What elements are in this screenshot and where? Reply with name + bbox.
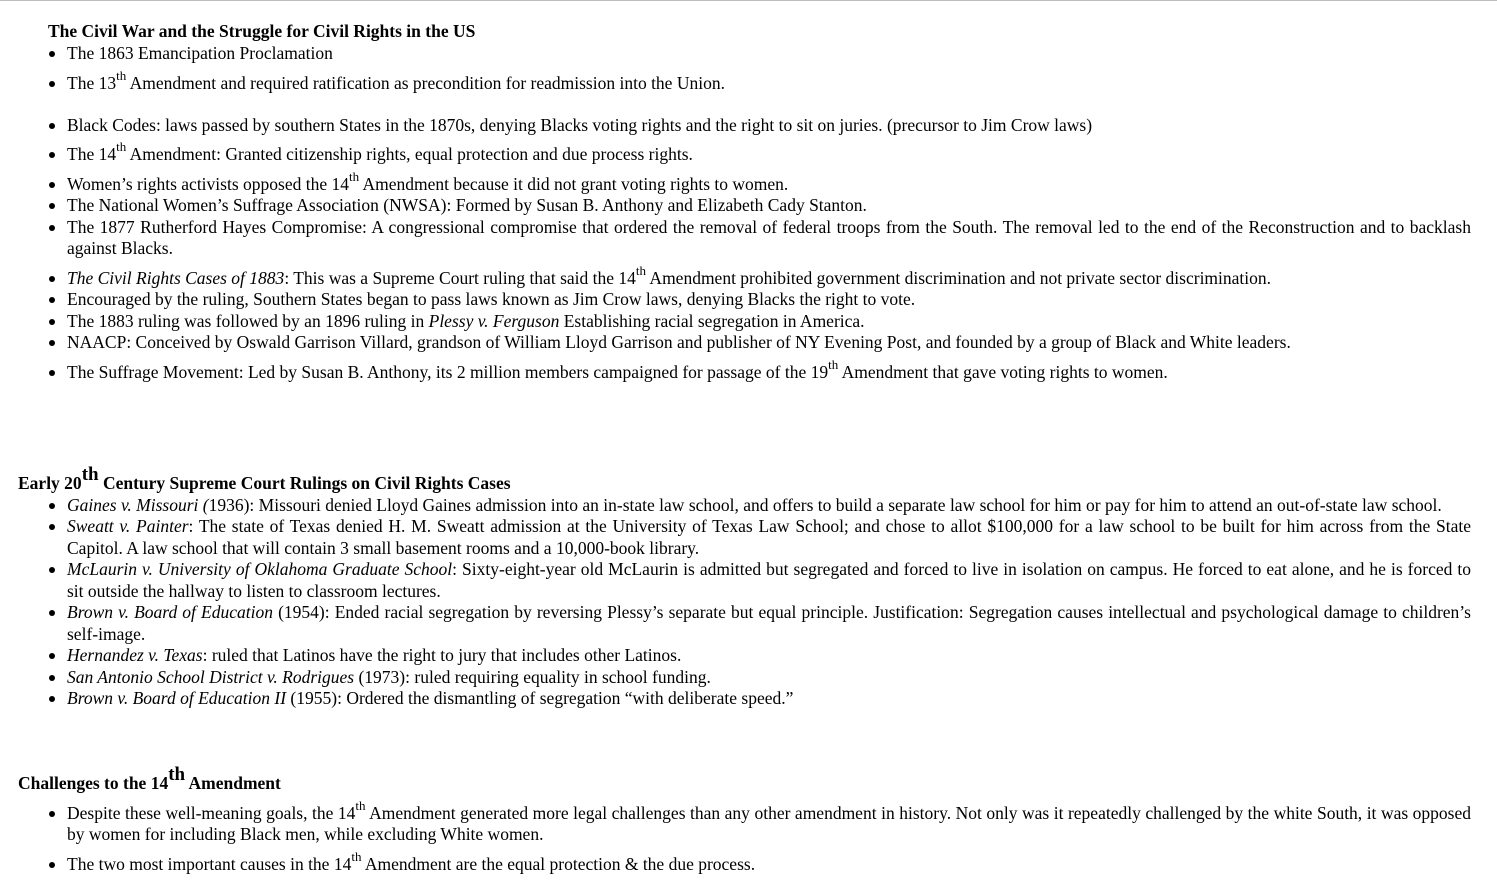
list-item: Women’s rights activists opposed the 14th Amendment because it did not grant voting rights to women. — [0, 174, 1497, 196]
list-item: The 1877 Rutherford Hayes Compromise: A congressional compromise that ordered the removal of federal troops from the South. The removal led to the end of the Reconstruction and to backlash against Blacks. — [0, 217, 1497, 260]
bullet-list — [0, 797, 1497, 876]
list-item: Despite these well-meaning goals, the 14th Amendment generated more legal challenges than any other amendment in history. Not only was it repeatedly challenged by the white South, it was opposed by women for including Black men, while excluding White women. — [0, 803, 1497, 846]
list-item: Black Codes: laws passed by southern States in the 1870s, denying Blacks voting rights and the right to sit on juries. (precursor to Jim Crow laws) — [0, 115, 1497, 137]
list-item: Hernandez v. Texas: ruled that Latinos have the right to jury that includes other Latinos. — [0, 645, 1497, 667]
list-item: Brown v. Board of Education II (1955): Ordered the dismantling of segregation “with deliberate speed.” — [0, 688, 1497, 710]
list-item: The National Women’s Suffrage Association (NWSA): Formed by Susan B. Anthony and Elizabeth Cady Stanton. — [0, 195, 1497, 217]
list-item: Sweatt v. Painter: The state of Texas denied H. M. Sweatt admission at the University of Texas Law School; and chose to allot $100,000 for a law school to be built for him across from the State Capitol. A law school that will contain 3 small basement rooms and a 10,000-book library. — [0, 516, 1497, 559]
list-item: The Civil Rights Cases of 1883: This was a Supreme Court ruling that said the 14th Amendment prohibited government discrimination and not private sector discrimination. — [0, 268, 1497, 290]
list-item: The Suffrage Movement: Led by Susan B. Anthony, its 2 million members campaigned for passage of the 19th Amendment that gave voting rights to women. — [0, 362, 1497, 384]
section-challenges — [0, 764, 1497, 875]
list-item: Brown v. Board of Education (1954): Ended racial segregation by reversing Plessy’s separate but equal principle. Justification: Segregation causes intellectual and psychological damage to children’s self-image. — [0, 602, 1497, 645]
list-item: The 1883 ruling was followed by an 1896 ruling in Plessy v. Ferguson Establishing racial segregation in America. — [0, 311, 1497, 333]
top-divider — [0, 0, 1497, 1]
section-title: The Civil War and the Struggle for Civil Rights in the US — [48, 21, 476, 41]
bullet-list — [0, 43, 1497, 384]
list-item: The 1863 Emancipation Proclamation — [0, 43, 1497, 65]
list-item: McLaurin v. University of Oklahoma Graduate School: Sixty-eight-year old McLaurin is admitted but segregated and forced to live in isolation on campus. He forced to eat alone, and he is forced to sit outside the hallway to listen to classroom lectures. — [0, 559, 1497, 602]
list-item: San Antonio School District v. Rodrigues (1973): ruled requiring equality in school funding. — [0, 667, 1497, 689]
list-item: NAACP: Conceived by Oswald Garrison Villard, grandson of William Lloyd Garrison and publisher of NY Evening Post, and founded by a group of Black and White leaders. — [0, 332, 1497, 354]
section-title: Early 20th Century Supreme Court Rulings on Civil Rights Cases — [18, 464, 511, 493]
list-item: Gaines v. Missouri (1936): Missouri denied Lloyd Gaines admission into an in-state law school, and offers to build a separate law school for him or pay for him to attend an out-of-state law school. — [0, 495, 1497, 517]
section-title: Challenges to the 14th Amendment — [18, 764, 281, 793]
list-item: The 14th Amendment: Granted citizenship rights, equal protection and due process rights. — [0, 144, 1497, 166]
section-supreme-court-rulings — [0, 464, 1497, 710]
bullet-list — [0, 495, 1497, 710]
list-item: Encouraged by the ruling, Southern States began to pass laws known as Jim Crow laws, denying Blacks the right to vote. — [0, 289, 1497, 311]
list-item: The 13th Amendment and required ratification as precondition for readmission into the Union. — [0, 73, 1497, 95]
list-item: The two most important causes in the 14th Amendment are the equal protection & the due process. — [0, 854, 1497, 876]
section-civil-war — [0, 21, 1497, 383]
